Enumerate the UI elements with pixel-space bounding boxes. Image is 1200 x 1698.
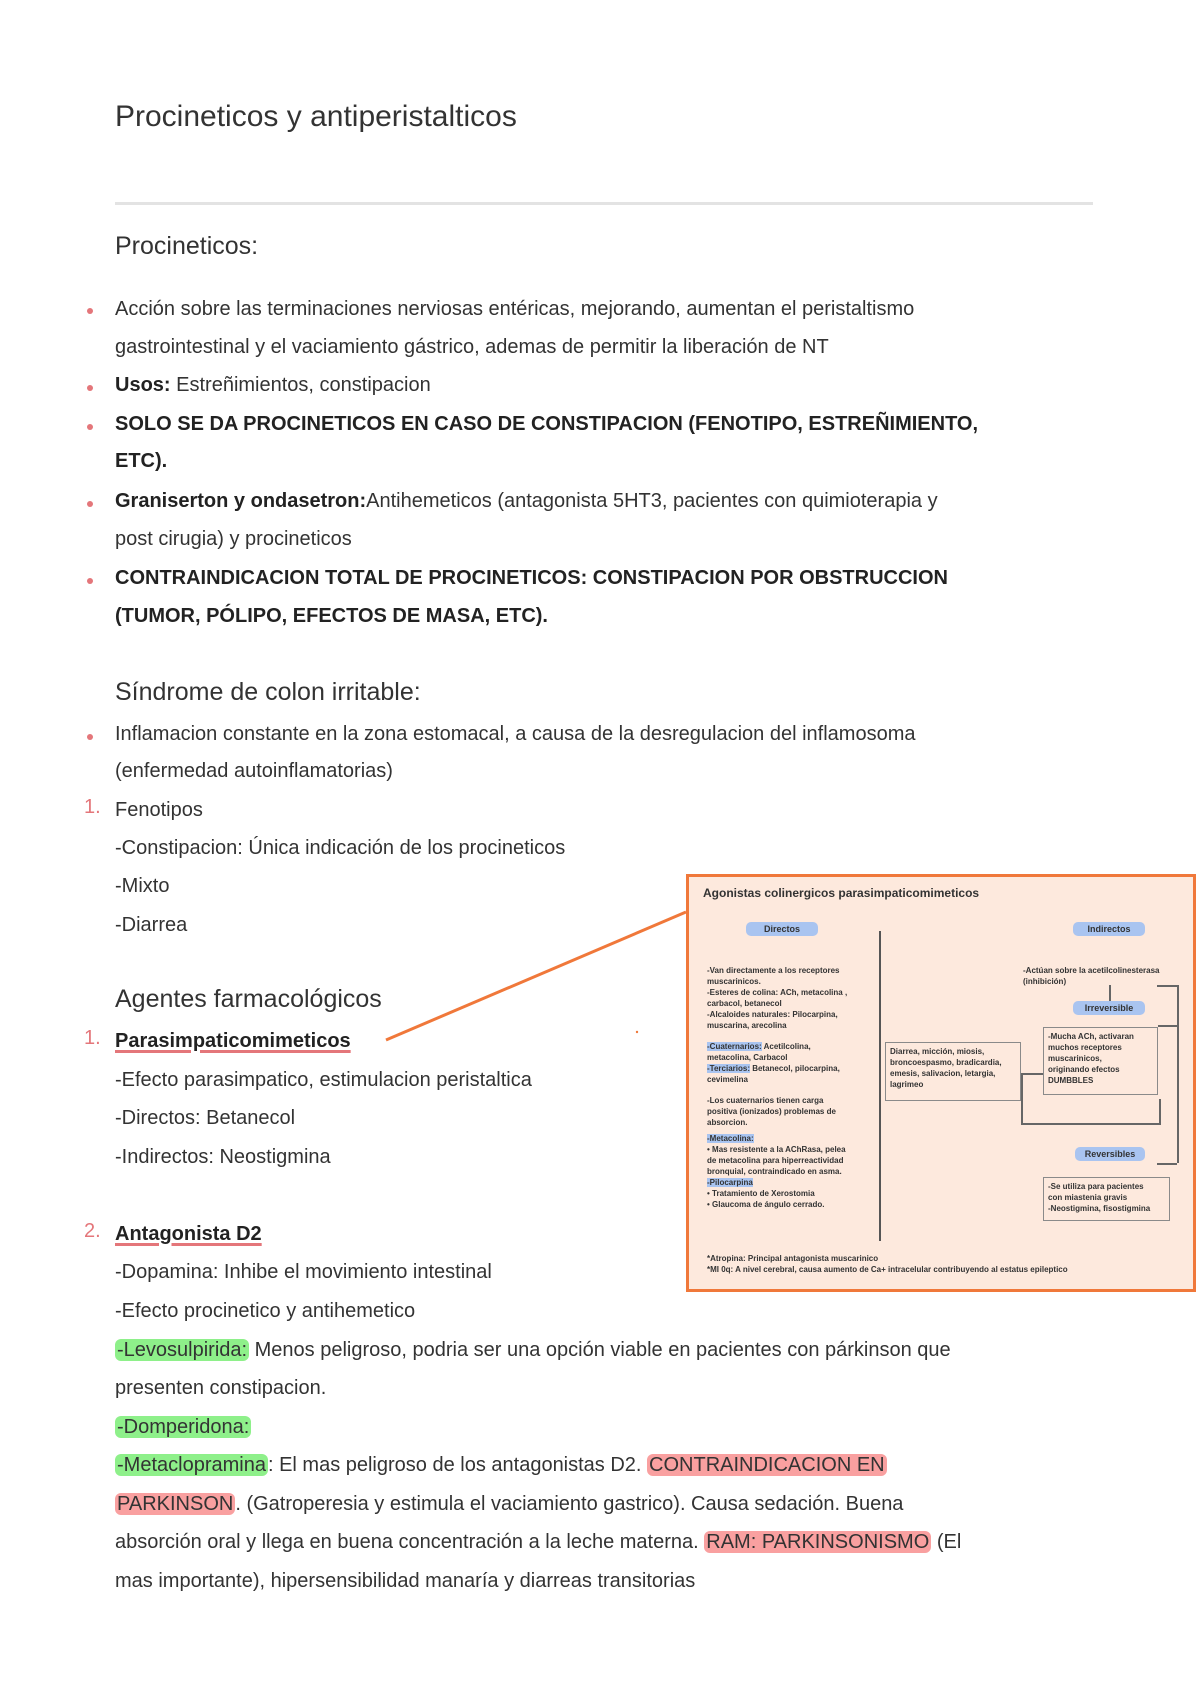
text-line: Inflamacion constante en la zona estomacal, a causa de la desregulacion del inflamosoma — [115, 723, 916, 745]
graniserton-text: Antihemeticos (antagonista 5HT3, pacientes con quimioterapia y — [366, 490, 938, 512]
usos-label: Usos: — [115, 374, 171, 396]
diagram-title: Agonistas colinergicos parasimpaticomimeticos — [703, 886, 980, 900]
heading-colon-irritable: Síndrome de colon irritable: — [115, 678, 421, 706]
text-line: post cirugia) y procineticos — [115, 528, 352, 550]
usos-text: Estreñimientos, constipacion — [170, 374, 431, 396]
connector — [1021, 1073, 1023, 1123]
text-line: presenten constipacion. — [115, 1377, 327, 1399]
text-line: gastrointestinal y el vaciamiento gástrico, ademas de permitir la liberación de NT — [115, 336, 829, 358]
domperidona-highlight: -Domperidona: — [117, 1416, 250, 1438]
right-connector — [1177, 985, 1179, 1163]
irreversible-pill: Irreversible — [1073, 1001, 1145, 1015]
list-number: 1. — [84, 796, 101, 818]
connector — [1157, 985, 1177, 987]
irreversible-box: -Mucha ACh, activaran muchos receptores muscarinicos, originando efectos DUMBBLES — [1043, 1027, 1158, 1095]
indirectos-pill: Indirectos — [1073, 922, 1145, 936]
cuaternarios-note: -Los cuaternarios tienen carga positiva (ionizados) problemas de absorcion. — [707, 1096, 836, 1127]
contraindicacion-line: CONTRAINDICACION TOTAL DE PROCINETICOS: CONSTIPACION POR OBSTRUCCION — [115, 567, 948, 589]
metaclopramina-text-4: (El — [931, 1531, 962, 1553]
indirectos-desc: -Actúan sobre la acetilcolinesterasa (inhibición) — [1023, 966, 1160, 986]
directos-desc: -Van directamente a los receptores muscarinicos. -Esteres de colina: ACh, metacolina , carbacol, betanecol -Alcaloides naturales: Pilocarpina, muscarina, arecolina — [707, 966, 848, 1030]
cuaternarios-desc: -Cuaternarios: Acetilcolina, metacolina, Carbacol -Terciarios: Betanecol, pilocarpina, cevimelina — [707, 1042, 840, 1084]
reversibles-box: -Se utiliza para pacientes con miastenia gravis -Neostigmina, fisostigmina — [1043, 1177, 1170, 1221]
reversibles-pill: Reversibles — [1075, 1147, 1145, 1161]
metacolina-desc: -Metacolina: • Mas resistente a la AChRasa, pelea de metacolina para hiperreactividad bronquial, contraindicado en asma. -Pilocarpina • Tratamiento de Xerostomia • Glaucoma de ángulo cerrado. — [707, 1134, 846, 1209]
list-number: 2. — [84, 1220, 101, 1242]
text-line: -Efecto procinetico y antihemetico — [115, 1300, 416, 1322]
connector — [1109, 985, 1111, 1001]
text-line: -Indirectos: Neostigmina — [115, 1146, 331, 1168]
connector — [1158, 1025, 1178, 1027]
text-line: -Mixto — [115, 875, 170, 897]
connector — [1021, 1073, 1043, 1075]
parkinson-highlight: PARKINSON — [117, 1493, 234, 1515]
text-line: -Constipacion: Única indicación de los procineticos — [115, 837, 566, 859]
levosulpirida-highlight: -Levosulpirida: — [117, 1339, 248, 1361]
diagram-footnotes: *Atropina: Principal antagonista muscarinico *MI 0q: A nivel cerebral, causa aumento de Ca+ intracelular contribuyendo al estatus epileptico — [707, 1254, 1068, 1274]
diagram-agonistas-colinergicos — [686, 874, 1196, 1292]
parasimpaticomimeticos-label: Parasimpaticomimeticos — [115, 1030, 351, 1052]
effects-box: Diarrea, micción, miosis, broncoespasmo, bradicardia, emesis, salivacion, letargia, lagrimeo — [885, 1042, 1021, 1101]
connector — [1157, 1163, 1177, 1165]
page-title: Procineticos y antiperistalticos — [115, 100, 517, 133]
text-line: -Dopamina: Inhibe el movimiento intestinal — [115, 1261, 492, 1283]
heading-agentes: Agentes farmacológicos — [115, 985, 382, 1013]
heading-procineticos: Procineticos: — [115, 232, 259, 260]
solo-line: SOLO SE DA PROCINETICOS EN CASO DE CONSTIPACION (FENOTIPO, ESTREÑIMIENTO, — [115, 413, 979, 435]
levosulpirida-text: Menos peligroso, podria ser una opción viable en pacientes con párkinson que — [249, 1339, 951, 1361]
text-line: (enfermedad autoinflamatorias) — [115, 760, 393, 782]
metaclopramina-text: : El mas peligroso de los antagonistas D2. — [267, 1454, 648, 1476]
connector — [1021, 1123, 1161, 1125]
text-line: -Efecto parasimpatico, estimulacion peristaltica — [115, 1069, 532, 1091]
text-line: mas importante), hipersensibilidad manaría y diarreas transitorias — [115, 1570, 696, 1592]
solo-line-2: ETC). — [115, 450, 168, 472]
metaclopramina-highlight: -Metaclopramina — [117, 1454, 266, 1476]
center-divider — [879, 931, 881, 1241]
metaclopramina-text-3: absorción oral y llega en buena concentración a la leche materna. — [115, 1531, 705, 1553]
text-line: Acción sobre las terminaciones nerviosas entéricas, mejorando, aumentan el peristaltismo — [115, 298, 915, 320]
connector — [1159, 1099, 1161, 1124]
contraindicacion-line-2: (TUMOR, PÓLIPO, EFECTOS DE MASA, ETC). — [115, 605, 548, 627]
list-number: 1. — [84, 1027, 101, 1049]
directos-pill: Directos — [746, 922, 818, 936]
metaclopramina-text-2: . (Gatroperesia y estimula el vaciamiento gastrico). Causa sedación. Buena — [235, 1493, 904, 1515]
text-line: -Directos: Betanecol — [115, 1107, 296, 1129]
ram-highlight: RAM: PARKINSONISMO — [706, 1531, 930, 1553]
contraindicacion-highlight: CONTRAINDICACION EN — [649, 1454, 885, 1476]
antagonista-d2-label: Antagonista D2 — [115, 1223, 262, 1245]
graniserton-label: Graniserton y ondasetron: — [115, 490, 367, 512]
text-line: -Diarrea — [115, 914, 188, 936]
text-line: Fenotipos — [115, 799, 203, 821]
